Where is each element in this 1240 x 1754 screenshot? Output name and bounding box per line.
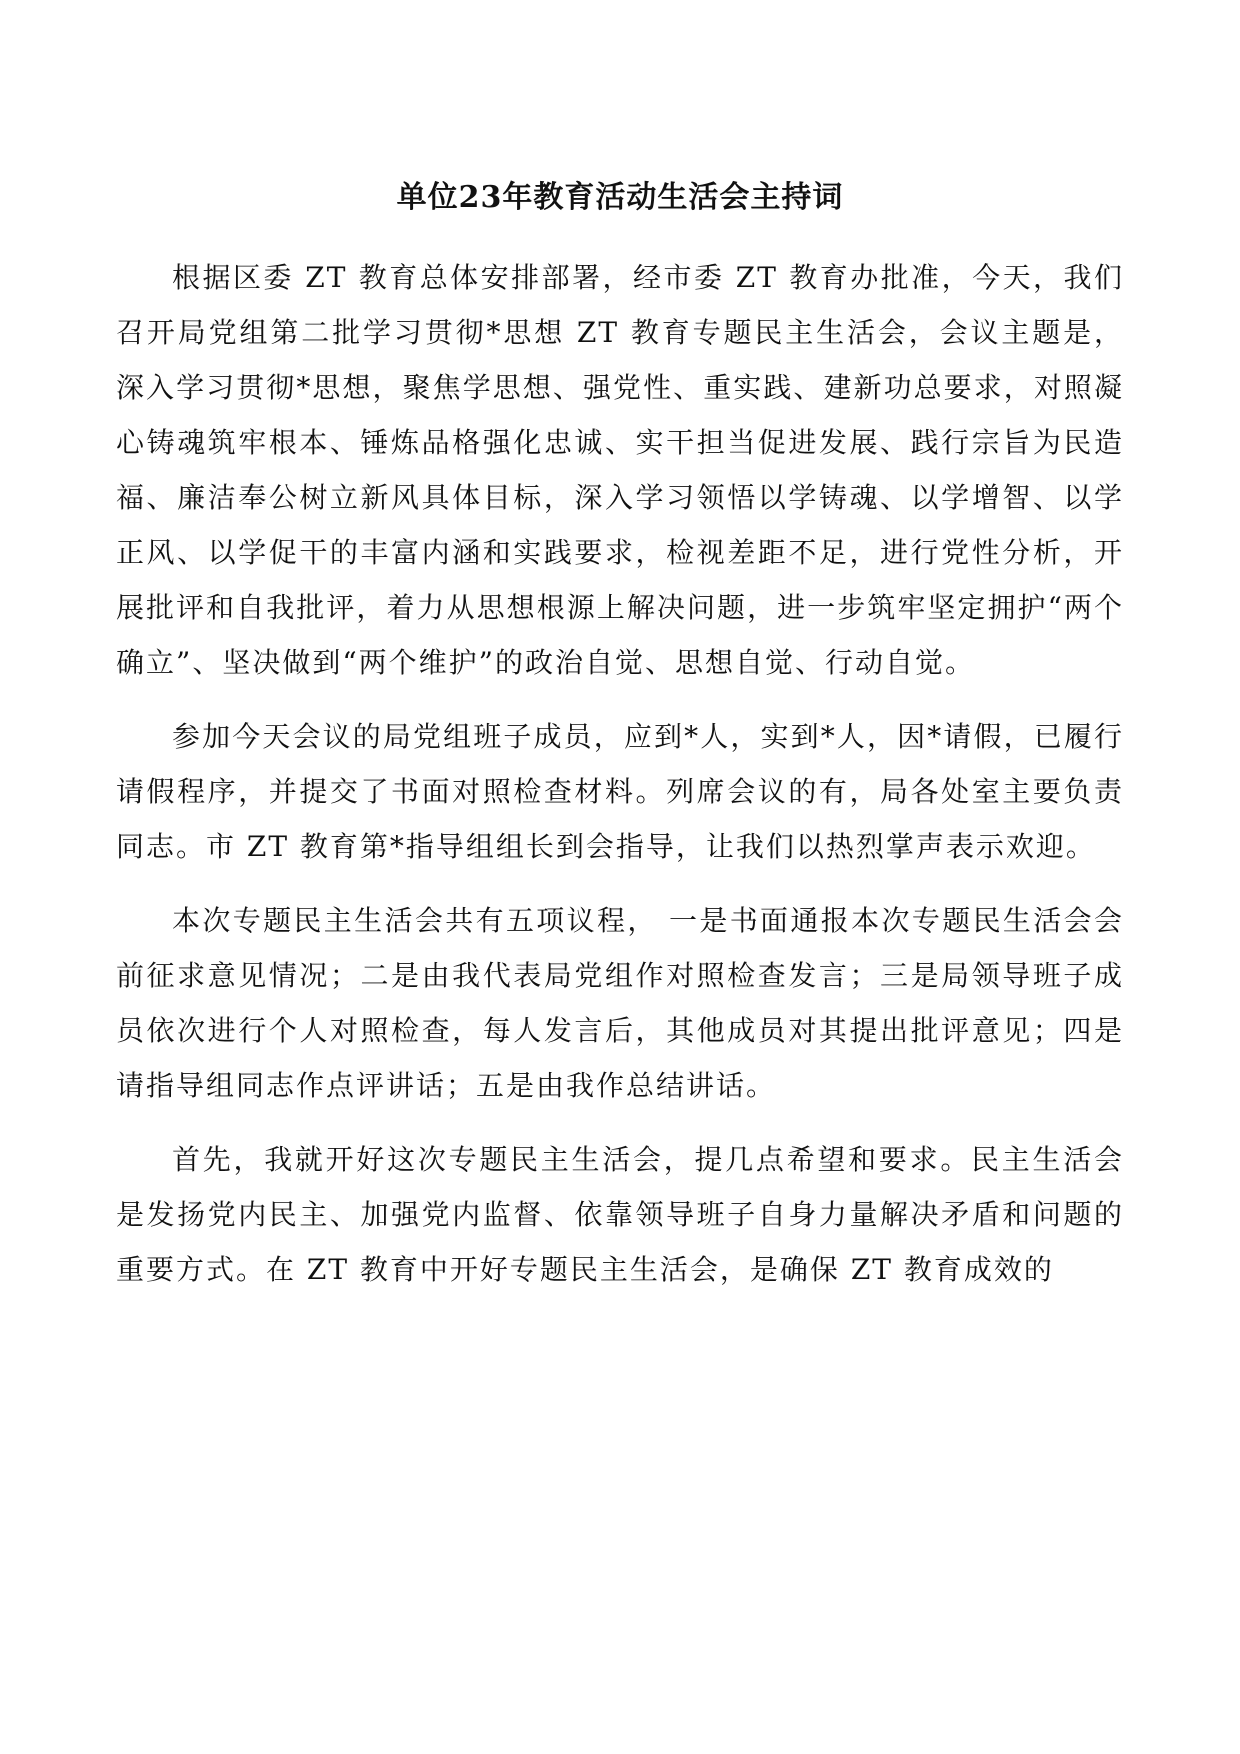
- paragraph-meeting-intro: 根据区委 ZT 教育总体安排部署，经市委 ZT 教育办批准，今天，我们召开局党组第二批学习贯彻*思想 ZT 教育专题民主生活会，会议主题是，深入学习贯彻*思想，聚焦学思想、强党性、重实践、建新功总要求，对照凝心铸魂筑牢根本、锤炼品格强化忠诚、实干担当促进发展、践行宗旨为民造福、廉洁奉公树立新风具体目标，深入学习领悟以学铸魂、以学增智、以学正风、以学促干的丰富内涵和实践要求，检视差距不足，进行党性分析，开展批评和自我批评，着力从思想根源上解决问题，进一步筑牢坚定拥护“两个确立”、坚决做到“两个维护”的政治自觉、思想自觉、行动自觉。: [116, 261, 1124, 679]
- document-title: 单位23年教育活动生活会主持词: [396, 180, 844, 215]
- paragraph-attendance: 参加今天会议的局党组班子成员，应到*人，实到*人，因*请假，已履行请假程序，并提交了书面对照检查材料。列席会议的有，局各处室主要负责同志。市 ZT 教育第*指导组组长到会指导，让我们以热烈掌声表示欢迎。: [116, 720, 1124, 863]
- paragraph-requirements: 首先，我就开好这次专题民主生活会，提几点希望和要求。民主生活会是发扬党内民主、加强党内监督、依靠领导班子自身力量解决矛盾和问题的重要方式。在 ZT 教育中开好专题民主生活会，是确保 ZT 教育成效的: [116, 1143, 1124, 1286]
- document-body: [116, 250, 1124, 1316]
- paragraph-agenda: 本次专题民主生活会共有五项议程， 一是书面通报本次专题民生活会会前征求意见情况；二是由我代表局党组作对照检查发言；三是局领导班子成员依次进行个人对照检查，每人发言后，其他成员对其提出批评意见；四是请指导组同志作点评讲话；五是由我作总结讲话。: [116, 904, 1124, 1102]
